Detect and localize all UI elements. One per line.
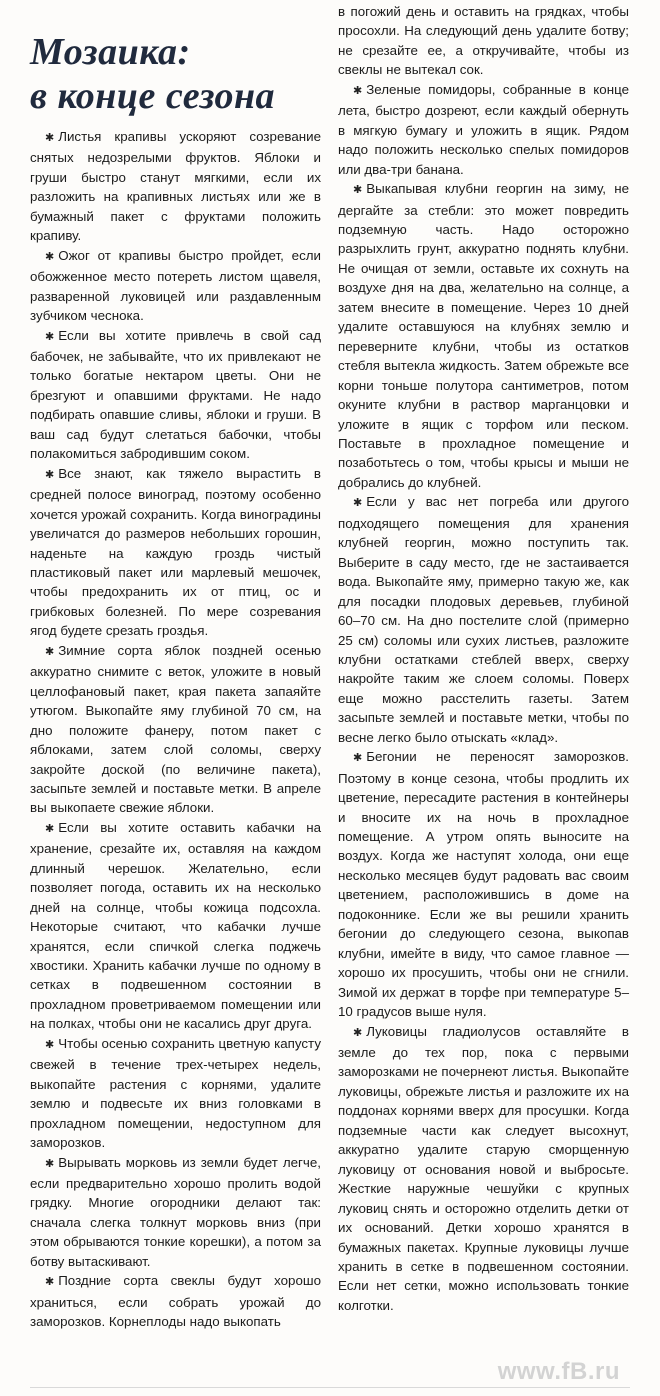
tip-text: Если вы хотите привлечь в свой сад бабочек, не забывайте, что их привлекают не только богатые нектаром цветы. Они не брезгуют и опавшими фруктами. Не надо подбирать опавшие сливы, яблоки и груши. В ваш сад будут слетаться бабочки, чтобы полакомиться забродившим соком. — [30, 327, 321, 462]
bullet-icon: ✱ — [353, 497, 363, 510]
tip-text: Если у вас нет погреба или другого подходящего помещения для хранения клубней георгин, можно поступить так. Выберите в саду место, где не застаивается вода. Выкопайте яму, примерно такую же, как для посадки плодовых деревьев, глубиной 60–70 см. На дно постелите слой (примерно 25 см) соломы или сухих листьев, разложите клубни остатками стеблей вверх, сверху накройте таким же слоем соломы. Поверх еще можно расстелить газеты. Затем засыпьте землей и поставьте метки, чтобы по весне легко было отыскать «клад». — [338, 494, 629, 745]
tip-paragraph — [338, 80, 629, 179]
tip-text: Луковицы гладиолусов оставляйте в земле до тех пор, пока с первыми заморозками не почернеют листья. Выкопайте луковицы, обрежьте листья и разложите их на поддонах корнями вверх для просушки. Когда подземные части как следует высохнут, аккуратно удалите старую сморщенную луковицу от основания новой и выбросьте. Жесткие наружные чешуйки с крупных луковиц снять и осторожно отделить детки от их оснований. Детки хорошо хранятся в бумажных пакетах. Крупные луковицы лучше хранить в сетке в подвешенном состоянии. Если нет сетки, можно использовать тонкие колготки. — [338, 1023, 629, 1313]
tip-paragraph — [30, 1153, 321, 1272]
tip-text: Если вы хотите оставить кабачки на хранение, срезайте их, оставляя на каждом длинный черешок. Желательно, если позволяет погода, оставить их на несколько дней на солнце, чтобы кожица подсохла. Некоторые считают, что кабачки лучше хранятся, если спичкой слегка поджечь хвостики. Хранить кабачки лучше по одному в сетках в подвешенном состоянии в прохладном проветриваемом помещении или на полках, чтобы они не касались друг друга. — [30, 819, 321, 1032]
tip-paragraph — [30, 246, 321, 326]
tip-text: Бегонии не переносят заморозков. Поэтому в конце сезона, чтобы продлить их цветение, пересадите растения в контейнеры и вносите их на ночь в прохладное помещение. А утром опять выносите на воздух. Когда же наступят холода, они еще несколько месяцев будут радовать вас своим цветением, расположившись в доме на подоконнике. Если же вы решили хранить бегонии до следующего сезона, выкопав клубни, имейте в виду, что самое главное — хорошо их просушить, чтобы они не сгнили. Зимой их держат в торфе при температуре 5–10 градусов выше нуля. — [338, 749, 629, 1020]
tip-text: Зимние сорта яблок поздней осенью аккуратно снимите с веток, уложите в новый целлофановый пакет, края пакета запаяйте утюгом. Выкопайте яму глубиной 70 см, на дно положите фанеру, потом пакет с яблоками, затем слой соломы, сверху закройте доской (по величине пакета), засыпьте землей и поставьте метки. В апреле вы выкопаете свежие яблоки. — [30, 642, 321, 816]
bullet-icon: ✱ — [353, 84, 363, 97]
article-title-line-2: в конце сезона — [30, 75, 276, 117]
tip-paragraph — [30, 641, 321, 818]
tip-text: Вырывать морковь из земли будет легче, если предварительно хорошо пролить водой грядку. Многие огородники делают так: сначала слегка толкнут морковь вниз (при этом обрываются тонкие корешки), а потом за ботву вытаскивают. — [30, 1154, 321, 1269]
bullet-icon: ✱ — [45, 250, 55, 263]
left-column — [30, 127, 321, 1332]
bullet-icon: ✱ — [353, 752, 363, 765]
bullet-icon: ✱ — [45, 330, 55, 343]
watermark — [390, 1348, 620, 1396]
right-column-continuation: в погожий день и оставить на грядках, чтобы просохли. На следующий день удалите ботву; не срезайте ее, а откручивайте, чтобы из свеклы не вытекал сок. — [338, 4, 629, 78]
tip-paragraph — [30, 464, 321, 641]
watermark-site: www.fB.ru — [497, 1358, 620, 1385]
right-column — [338, 2, 629, 1315]
tip-text: Ожог от крапивы быстро пройдет, если обожженное место потереть листом щавеля, разваренной луковицей или раздавленным зубчиком чеснока. — [30, 247, 321, 324]
tip-text: Поздние сорта свеклы будут хорошо храниться, если собрать урожай до заморозков. Корнеплоды надо выкопать — [30, 1273, 321, 1330]
tip-paragraph — [30, 127, 321, 246]
tip-paragraph — [30, 818, 321, 1034]
bullet-icon: ✱ — [45, 1038, 55, 1051]
article-title — [30, 30, 330, 118]
tip-paragraph — [338, 492, 629, 747]
tip-paragraph — [30, 1034, 321, 1153]
bullet-icon: ✱ — [45, 132, 55, 144]
bullet-icon: ✱ — [45, 1157, 55, 1170]
footer-divider — [30, 1387, 630, 1388]
bullet-icon: ✱ — [45, 468, 55, 481]
tip-paragraph — [338, 747, 629, 1021]
bullet-icon: ✱ — [45, 1276, 55, 1289]
tip-paragraph — [338, 179, 629, 492]
bullet-icon: ✱ — [45, 822, 55, 835]
tip-paragraph — [30, 326, 321, 464]
tip-text: Листья крапивы ускоряют созревание снятых недозрелыми фруктов. Яблоки и груши быстро станут мягкими, если их разложить на крапивных листьях или же в бумажный пакет с фруктами положить крапиву. — [30, 129, 321, 244]
tip-paragraph — [30, 1271, 321, 1331]
bullet-icon: ✱ — [353, 184, 363, 197]
bullet-icon: ✱ — [45, 645, 55, 658]
tip-text: Все знают, как тяжело вырастить в средней полосе виноград, поэтому особенно хочется урожай сохранить. Когда виноградины увеличатся до размеров небольших горошин, наденьте на каждую гроздь чистый пластиковый пакет или марлевый мешочек, чтобы предохранить их от птиц, ос и грибковых болезней. По мере созревания ягод будете срезать гроздья. — [30, 465, 321, 639]
tip-text: Выкапывая клубни георгин на зиму, не дергайте за стебли: это может повредить подземную часть. Надо осторожно разрыхлить грунт, аккуратно поднять клубни. Не очищая от земли, оставьте их сохнуть на воздухе дня на два, желательно на солнце, а затем внесите в помещение. Через 10 дней удалите оставшуюся на клубнях землю и переверните клубни, чтобы из остатков стебля вытекла жидкость. Затем обрежьте все корни тоньше полутора сантиметров, потом окуните клубни в раствор марганцовки и уложите в ящик с торфом или песком. Поставьте в прохладное помещение и позаботьтесь о том, чтобы крысы и мыши не добрались до клубней. — [338, 181, 629, 490]
tip-paragraph — [338, 1022, 629, 1316]
bullet-icon: ✱ — [353, 1026, 363, 1039]
tip-text: Чтобы осенью сохранить цветную капусту свежей в течение трех-четырех недель, выкопайте растения с корнями, удалите землю и подвесьте их вниз головками в прохладном помещении, недоступном для заморозков. — [30, 1035, 321, 1151]
tip-text: Зеленые помидоры, собранные в конце лета, быстро дозреют, если каждый обернуть в мягкую бумагу и уложить в ящик. Рядом надо положить несколько спелых помидоров или два-три банана. — [338, 81, 629, 177]
article-title-line-1: Мозаика: — [30, 31, 191, 73]
